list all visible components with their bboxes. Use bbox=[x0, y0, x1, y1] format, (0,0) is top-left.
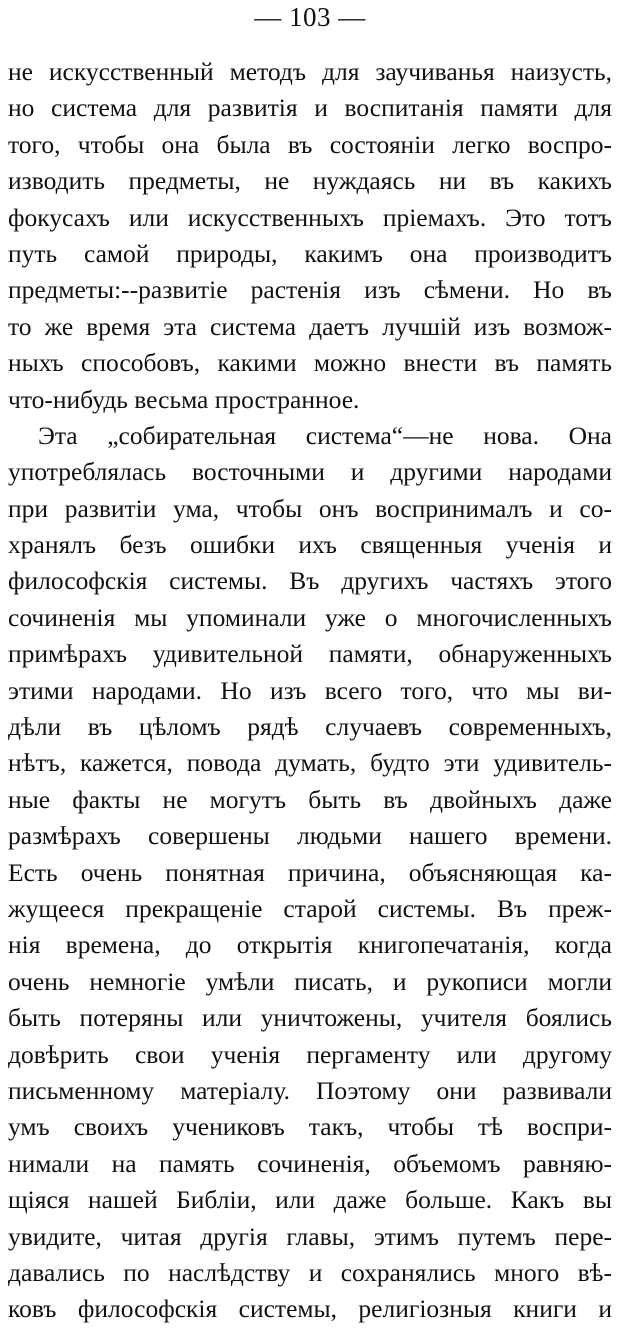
text-line: увидите, читая другія главы, этимъ путемъ пере- bbox=[8, 1221, 612, 1251]
page-number: — 103 — bbox=[254, 2, 366, 32]
text-line: но система для развитія и воспитанія памяти для bbox=[8, 93, 612, 123]
text-line: ковъ философскія системы, религіозныя книги и bbox=[8, 1294, 612, 1324]
text-line: фокусахъ или искусственныхъ пріемахъ. Это тотъ bbox=[8, 202, 612, 232]
text-line: примѣрахъ удивительной памяти, обнаруженныхъ bbox=[8, 639, 612, 669]
text-line: давались по наслѣдству и сохранялись много вѣ- bbox=[8, 1257, 612, 1287]
text-line: предметы:--развитіе растенія изъ сѣмени. Но въ bbox=[8, 275, 612, 305]
text-line: не искусственный методъ для заучиванья наизусть, bbox=[8, 57, 612, 86]
text-line: умъ своихъ учениковъ такъ, чтобы тѣ воспри- bbox=[8, 1112, 612, 1142]
text-line: письменному матеріалу. Поэтому они развивали bbox=[8, 1075, 612, 1105]
text-line: жущееся прекращеніе старой системы. Въ преж- bbox=[8, 893, 612, 923]
body-text bbox=[8, 54, 612, 1328]
text-line: философскія системы. Въ другихъ частяхъ этого bbox=[8, 566, 612, 596]
text-line: Эта „собирательная система“—не нова. Она bbox=[38, 420, 612, 450]
text-line: нимали на память сочиненія, объемомъ равняю- bbox=[8, 1148, 612, 1178]
text-line: быть потеряны или уничтожены, учителя боялись bbox=[8, 1003, 612, 1033]
text-line: ные факты не могутъ быть въ двойныхъ даже bbox=[8, 784, 612, 814]
text-line: Есть очень понятная причина, объясняющая ка- bbox=[8, 857, 612, 887]
text-line: сочиненія мы упоминали уже о многочисленныхъ bbox=[8, 602, 612, 632]
text-line: ныхъ способовъ, какими можно внести въ память bbox=[8, 348, 612, 378]
text-line: довѣрить свои ученія пергаменту или другому bbox=[8, 1039, 612, 1069]
text-line: при развитіи ума, чтобы онъ воспринималъ и со- bbox=[8, 493, 612, 523]
text-line: нѣтъ, кажется, повода думать, будто эти удивитель- bbox=[8, 748, 612, 778]
text-line: употреблялась восточными и другими народами bbox=[8, 457, 612, 487]
text-line: изводить предметы, не нуждаясь ни въ какихъ bbox=[8, 166, 612, 196]
text-line: что-нибудь весьма пространное. bbox=[8, 384, 360, 414]
text-line: очень немногіе умѣли писать, и рукописи могли bbox=[8, 966, 612, 996]
text-line: то же время эта система даетъ лучшій изъ возмож- bbox=[8, 311, 612, 341]
text-line: того, чтобы она была въ состояніи легко воспро- bbox=[8, 129, 612, 159]
text-line: нія времена, до открытія книгопечатанія, когда bbox=[8, 930, 612, 960]
text-line: хранялъ безъ ошибки ихъ священныя ученія и bbox=[8, 530, 612, 560]
text-line: этими народами. Но изъ всего того, что мы ви- bbox=[8, 675, 612, 705]
text-line: щіяся нашей Библіи, или даже больше. Какъ вы bbox=[8, 1185, 612, 1215]
text-line: дѣли въ цѣломъ рядѣ случаевъ современныхъ, bbox=[8, 712, 612, 742]
text-line: размѣрахъ совершены людьми нашего времени. bbox=[8, 821, 612, 851]
text-line: путь самой природы, какимъ она производитъ bbox=[8, 238, 612, 268]
